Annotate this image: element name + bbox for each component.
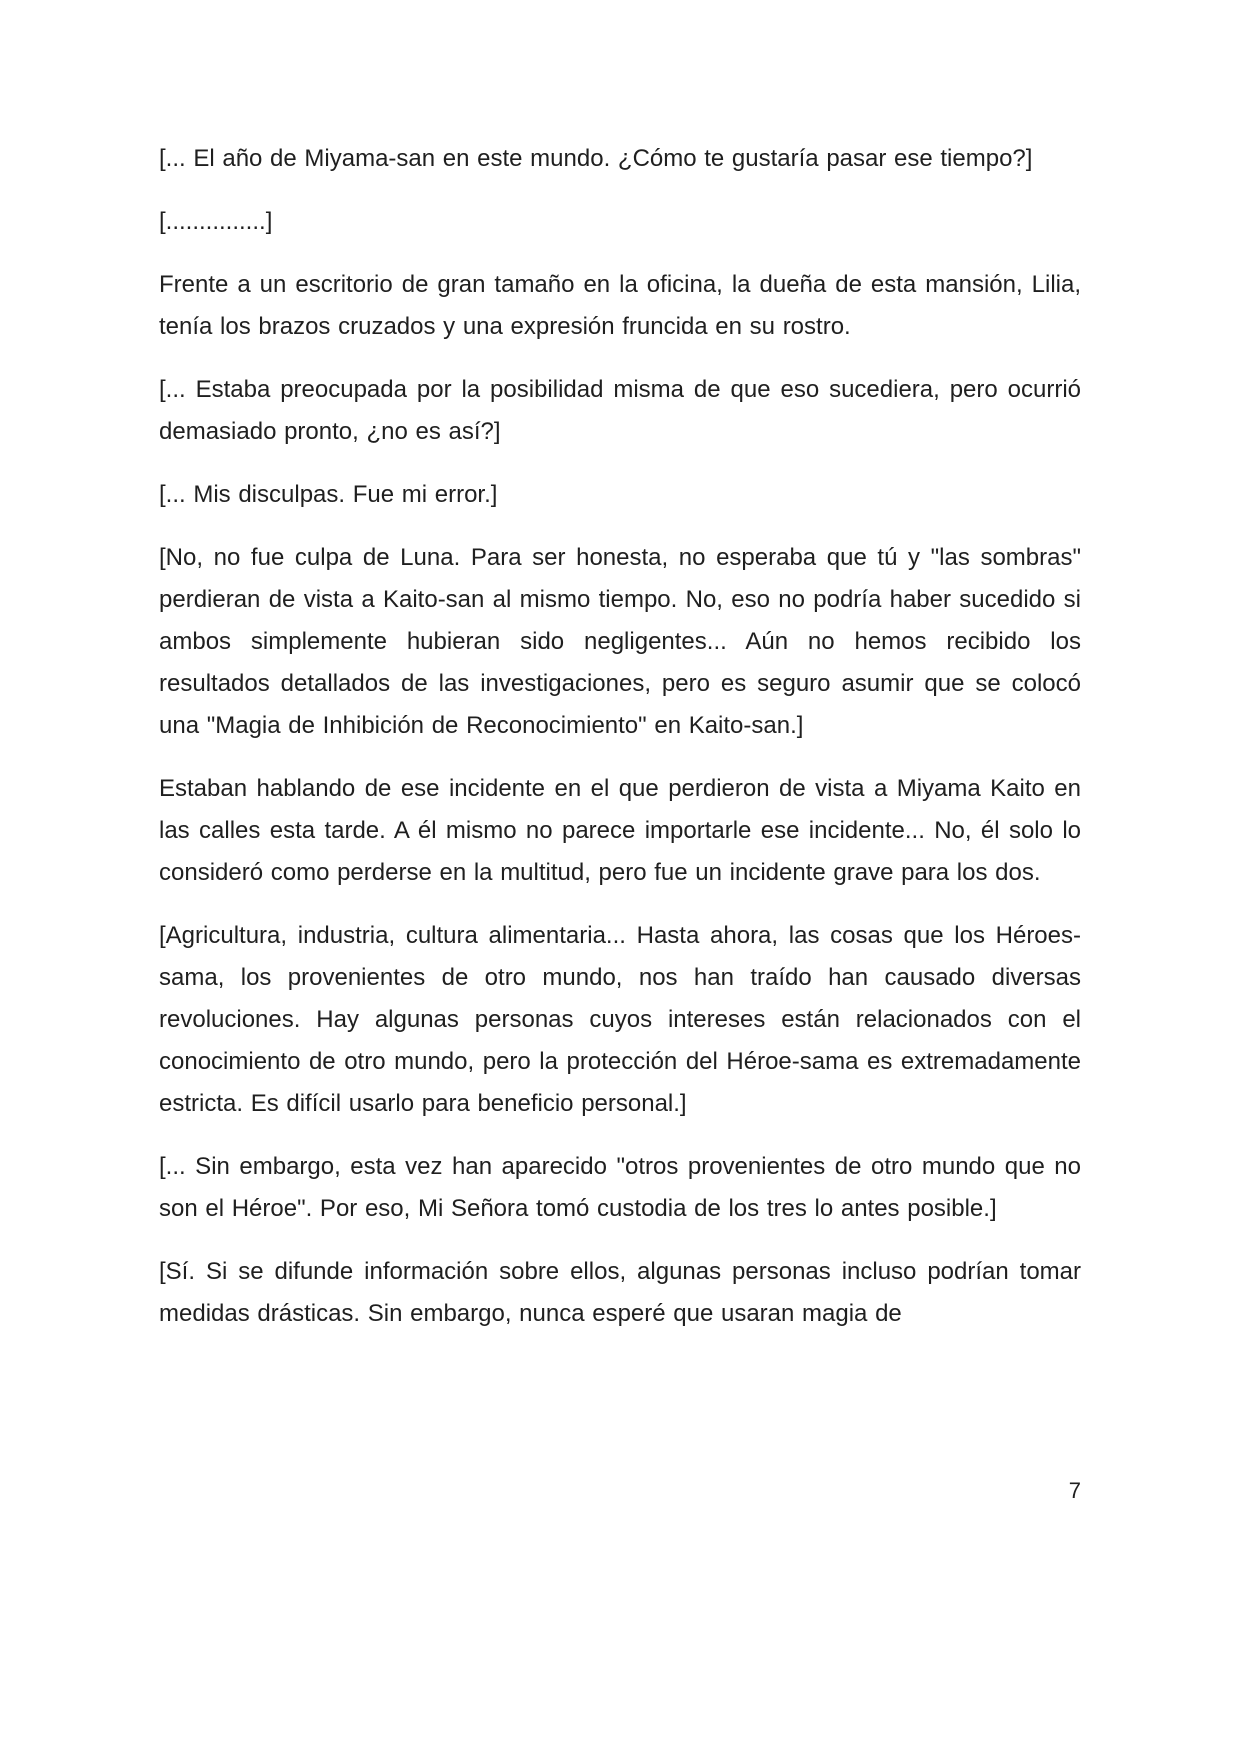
paragraph: [... Estaba preocupada por la posibilidad misma de que eso sucediera, pero ocurrió demasiado pronto, ¿no es así?] (159, 376, 1081, 445)
paragraph: [... El año de Miyama-san en este mundo. ¿Cómo te gustaría pasar ese tiempo?] (159, 145, 1033, 172)
paragraph: [... Sin embargo, esta vez han aparecido "otros provenientes de otro mundo que no son el Héroe". Por eso, Mi Señora tomó custodia de los tres lo antes posible.] (159, 1153, 1081, 1222)
paragraph: [... Mis disculpas. Fue mi error.] (159, 481, 498, 508)
paragraph: [Sí. Si se difunde información sobre ellos, algunas personas incluso podrían tomar medidas drásticas. Sin embargo, nunca esperé que usaran magia de (159, 1258, 1081, 1327)
page-content (159, 138, 1081, 1356)
paragraph: [...............] (159, 208, 273, 235)
paragraph: Frente a un escritorio de gran tamaño en la oficina, la dueña de esta mansión, Lilia, tenía los brazos cruzados y una expresión fruncida en su rostro. (159, 271, 1081, 340)
paragraph: [No, no fue culpa de Luna. Para ser honesta, no esperaba que tú y "las sombras" perdieran de vista a Kaito-san al mismo tiempo. No, eso no podría haber sucedido si ambos simplemente hubieran sido negligentes... Aún no hemos recibido los resultados detallados de las investigaciones, pero es seguro asumir que se colocó una "Magia de Inhibición de Reconocimiento" en Kaito-san.] (159, 544, 1081, 739)
paragraph: [Agricultura, industria, cultura alimentaria... Hasta ahora, las cosas que los Héroes-sama, los provenientes de otro mundo, nos han traído han causado diversas revoluciones. Hay algunas personas cuyos intereses están relacionados con el conocimiento de otro mundo, pero la protección del Héroe-sama es extremadamente estricta. Es difícil usarlo para beneficio personal.] (159, 922, 1081, 1117)
page-number: 7 (1068, 1478, 1081, 1503)
paragraph: Estaban hablando de ese incidente en el que perdieron de vista a Miyama Kaito en las calles esta tarde. A él mismo no parece importarle ese incidente... No, él solo lo consideró como perderse en la multitud, pero fue un incidente grave para los dos. (159, 775, 1081, 886)
